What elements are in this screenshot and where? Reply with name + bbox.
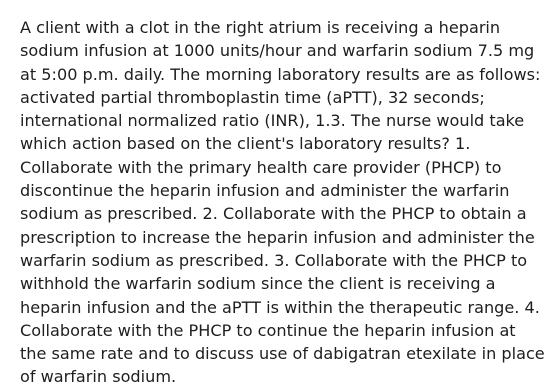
question-text: A client with a clot in the right atrium is receiving a heparin sodium infusion at 1000 units/hour and warfarin sodium 7.5 mg at 5:00 p.m. daily. The morning laboratory results are as follows: activated partial thromboplastin time (aPTT), 32 seconds; international normalized ratio (INR), 1.3. The nurse would take which action based on the client's laboratory results? 1. Collaborate with the primary health care provider (PHCP) to discontinue the heparin infusion and administer the warfarin sodium as prescribed. 2. Collaborate with the PHCP to obtain a prescription to increase the heparin infusion and administer the warfarin sodium as prescribed. 3. Collaborate with the PHCP to withhold the warfarin sodium since the client is receiving a heparin infusion and the aPTT is within the therapeutic range. 4. Collaborate with the PHCP to continue the heparin infusion at the same rate and to discuss use of dabigatran etexilate in place of warfarin sodium. [20, 18, 545, 387]
